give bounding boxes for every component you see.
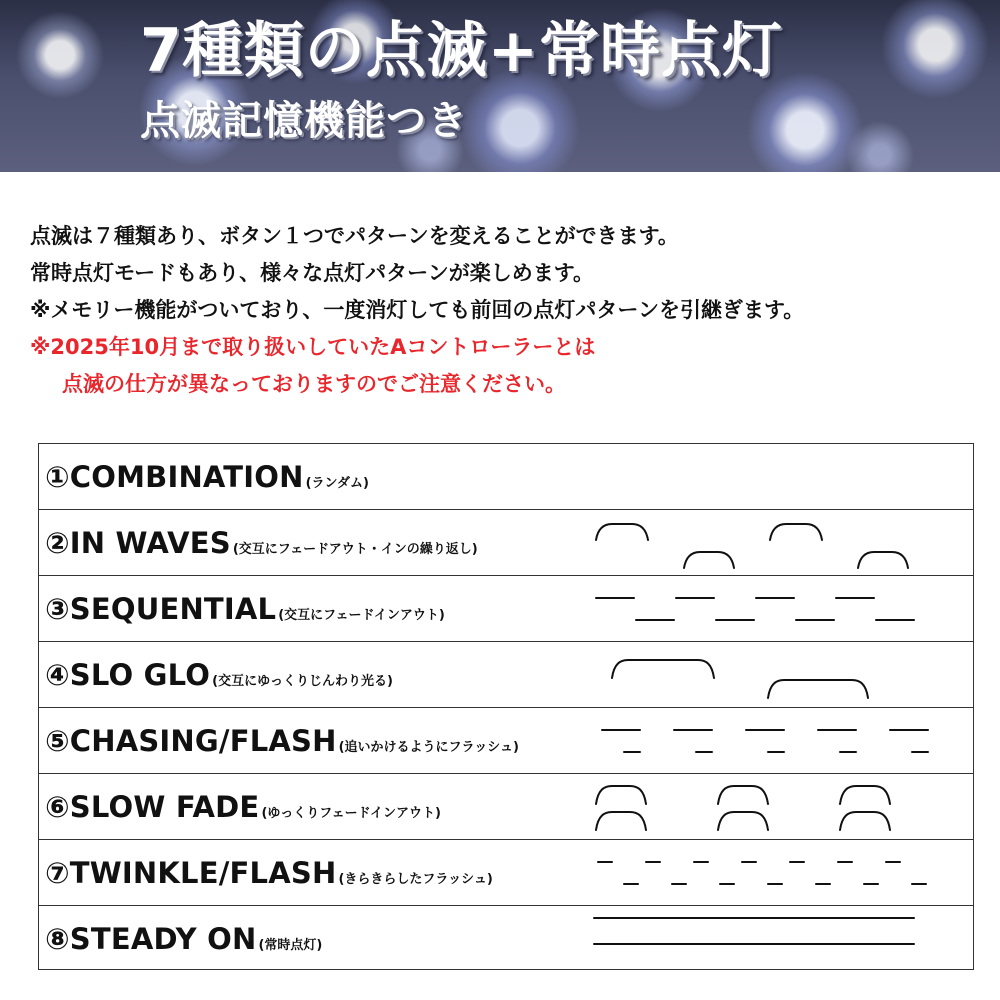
mode-name: ②IN WAVES xyxy=(45,526,231,560)
banner-title: 7種類の点滅+常時点灯 xyxy=(140,16,784,86)
alternating-wave-humps-icon xyxy=(584,510,974,576)
warning-line-2: 点滅の仕方が異なっておりますのでご注意ください。 xyxy=(62,372,566,396)
mode-row-twinkle-flash xyxy=(39,840,973,906)
mode-name: ⑦TWINKLE/FLASH xyxy=(45,856,337,890)
short-staggered-dashes-icon xyxy=(584,840,974,906)
mode-row-sequential xyxy=(39,576,973,642)
mode-desc: (追いかけるようにフラッシュ) xyxy=(338,740,519,755)
mode-desc: (交互にフェードアウト・インの繰り返し) xyxy=(232,542,478,557)
mode-name: ⑤CHASING/FLASH xyxy=(45,724,337,758)
header-banner xyxy=(0,0,1000,172)
mode-desc: (交互にゆっくりじんわり光る) xyxy=(212,674,393,689)
staggered-dashes-icon xyxy=(584,576,974,642)
description-line-2: 常時点灯モードもあり、様々な点灯パターンが楽しめます。 xyxy=(30,261,595,285)
mode-desc: (ゆっくりフェードインアウト) xyxy=(261,806,441,821)
description-line-1: 点滅は７種類あり、ボタン１つでパターンを変えることができます。 xyxy=(30,224,679,248)
mode-desc: (常時点灯) xyxy=(258,938,323,953)
mode-row-in-waves xyxy=(39,510,973,576)
mode-row-slow-fade xyxy=(39,774,973,840)
banner-subtitle: 点滅記憶機能つき xyxy=(140,98,468,144)
mode-label xyxy=(45,708,519,774)
mode-row-slo-glo xyxy=(39,642,973,708)
two-solid-lines-icon xyxy=(584,906,974,972)
mode-name: ⑥SLOW FADE xyxy=(45,790,260,824)
description-line-3: ※メモリー機能がついており、一度消灯しても前回の点灯パターンを引継ぎます。 xyxy=(30,298,805,322)
mode-desc: (交互にフェードインアウト) xyxy=(278,608,445,623)
mode-label xyxy=(45,444,369,510)
two-long-humps-icon xyxy=(584,642,974,708)
mode-name: ④SLO GLO xyxy=(45,658,211,692)
stacked-humps-icon xyxy=(584,774,974,840)
mode-label xyxy=(45,840,493,906)
mode-label xyxy=(45,774,441,840)
mode-row-combination xyxy=(39,444,973,510)
mode-name: ①COMBINATION xyxy=(45,460,304,494)
mode-label xyxy=(45,576,445,642)
mode-label xyxy=(45,906,322,972)
long-short-dashes-icon xyxy=(584,708,974,774)
mode-label xyxy=(45,510,478,576)
mode-desc: (きらきらしたフラッシュ) xyxy=(338,872,493,887)
description-block xyxy=(30,218,990,403)
mode-row-chasing-flash xyxy=(39,708,973,774)
mode-desc: (ランダム) xyxy=(305,476,369,491)
mode-name: ③SEQUENTIAL xyxy=(45,592,277,626)
mode-name: ⑧STEADY ON xyxy=(45,922,257,956)
mode-row-steady-on xyxy=(39,906,973,972)
mode-label xyxy=(45,642,393,708)
warning-line-1: ※2025年10月まで取り扱いしていたAコントローラーとは xyxy=(30,335,596,359)
mode-table xyxy=(38,443,974,970)
